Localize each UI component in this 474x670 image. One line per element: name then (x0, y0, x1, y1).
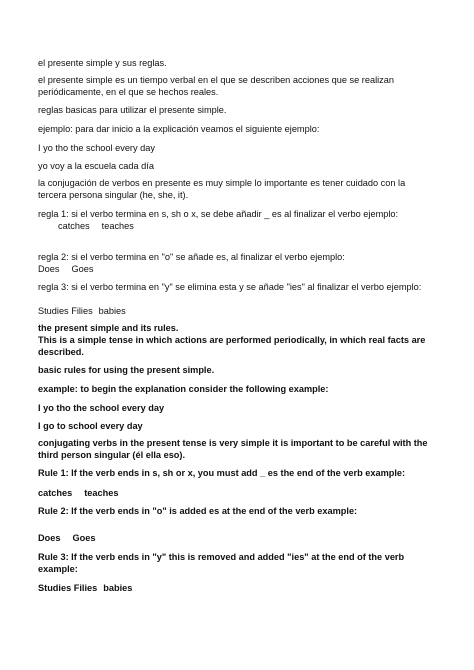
es-conjugation: la conjugación de verbos en presente es muy simple lo importante es tener cuidado con la tercera persona singular (he, she, it). (38, 178, 406, 200)
example-word: Goes (72, 533, 96, 543)
en-definition: This is a simple tense in which actions are performed periodically, in which real facts are described. (38, 335, 426, 357)
en-example-1: I yo tho the school every day (38, 403, 165, 413)
en-rule-1: Rule 1: If the verb ends in s, sh or x, you must add _ es the end of the verb example: (38, 468, 406, 478)
example-word: Does (38, 264, 60, 274)
en-rule-2: Rule 2: If the verb ends in "o" is added es at the end of the verb example: (38, 506, 358, 516)
en-rule-2-examples (38, 532, 438, 544)
es-example-intro: ejemplo: para dar inicio a la explicación veamos el siguiente ejemplo: (38, 124, 320, 134)
example-word: teaches (101, 221, 134, 231)
example-word: catches (58, 221, 90, 231)
es-rule-2-examples (38, 263, 438, 275)
es-rule-3: regla 3: si el verbo termina en "y" se elimina esta y se añade "ies" al finalizar el verbo ejemplo: (38, 282, 422, 292)
example-word: Goes (71, 264, 94, 274)
en-conjugation: conjugating verbs in the present tense is very simple it is important to be careful with the third person singular (él ella eso). (38, 438, 428, 460)
en-rule-3: Rule 3: If the verb ends in "y" this is removed and added "ies" at the end of the verb example: (38, 552, 405, 574)
en-example-intro: example: to begin the explanation consider the following example: (38, 384, 329, 394)
es-basic-rules: reglas basicas para utilizar el presente simple. (38, 105, 227, 115)
example-word: Studies (38, 583, 72, 593)
es-example-1: I yo tho the school every day (38, 143, 155, 153)
en-rule-3-examples (38, 582, 438, 594)
es-rule-3-examples (38, 305, 438, 317)
example-word: Studies (38, 306, 69, 316)
en-basic-rules: basic rules for using the present simple. (38, 365, 215, 375)
es-rule-2: regla 2: si el verbo termina en "o" se añade es, al finalizar el verbo ejemplo: (38, 252, 345, 262)
example-word: Filies (71, 306, 93, 316)
es-example-2: yo voy a la escuela cada día (38, 161, 154, 171)
es-title: el presente simple y sus reglas. (38, 58, 167, 68)
example-word: babies (103, 583, 133, 593)
es-rule-1-examples (58, 220, 458, 232)
en-example-2: I go to school every day (38, 421, 143, 431)
example-word: babies (98, 306, 126, 316)
en-title: the present simple and its rules. (38, 323, 179, 333)
en-rule-1-examples (38, 487, 438, 499)
example-word: Filies (73, 583, 98, 593)
es-rule-1: regla 1: si el verbo termina en s, sh o x, se debe añadir _ es al finalizar el verbo ejemplo: (38, 209, 399, 219)
example-word: catches (38, 488, 73, 498)
es-definition: el presente simple es un tiempo verbal en el que se describen acciones que se realizan periódicamente, en el que se hechos reales. (38, 75, 394, 97)
example-word: Does (38, 533, 61, 543)
example-word: teaches (84, 488, 119, 498)
